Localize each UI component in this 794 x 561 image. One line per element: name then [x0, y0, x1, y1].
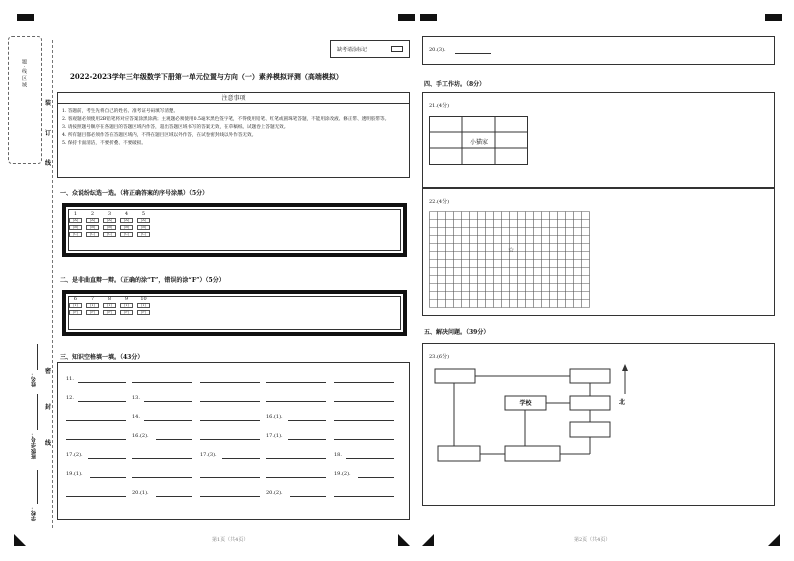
corner-triangle-bc2 — [422, 534, 434, 546]
footer-page-left: 第1页（共4页） — [212, 537, 249, 543]
answer-bubble[interactable]: [T] — [137, 303, 150, 308]
fill-blank[interactable] — [66, 439, 126, 440]
answer-bubble[interactable]: [F] — [103, 310, 116, 315]
notice-item: 3. 请按照题号顺序在各题目的答题区域内作答，超出答题区域书写的答案无效，在草稿纸、试题卷上答题无效。 — [62, 125, 289, 130]
answer-bubble[interactable]: [A] — [103, 218, 116, 223]
section2-title: 二、是非曲直辩一辩。（正确的涂“T”，错误的涂“F”）（5分） — [60, 277, 225, 284]
fill-blank[interactable] — [334, 382, 394, 383]
fill-blank[interactable] — [266, 458, 326, 459]
fill-blank[interactable] — [334, 496, 394, 497]
q21-label: 21.(4分) — [429, 103, 450, 109]
corner-triangle-br — [768, 534, 780, 546]
fill-label: 20.(2). — [266, 490, 283, 496]
fill-blank[interactable] — [358, 477, 394, 478]
bubble-column — [137, 211, 150, 239]
q23-label: 23.(6分) — [429, 354, 450, 360]
fill-blank[interactable] — [222, 458, 260, 459]
q22-grid[interactable] — [429, 211, 591, 311]
fill-blank[interactable] — [132, 382, 192, 383]
binding-char-5: 封 — [45, 404, 52, 411]
answer-bubble[interactable]: [F] — [86, 310, 99, 315]
answer-bubble[interactable]: [B] — [69, 225, 82, 230]
fill-label: 14. — [132, 414, 140, 420]
q23-map — [430, 362, 630, 466]
section3-title: 三、知识空格填一填。（43分） — [60, 354, 144, 361]
fill-blank[interactable] — [334, 439, 394, 440]
fill-blank[interactable] — [266, 477, 326, 478]
fill-label: 16.(2). — [132, 433, 149, 439]
fill-blank[interactable] — [78, 382, 126, 383]
bubble-column — [103, 211, 116, 239]
answer-bubble[interactable]: [F] — [120, 310, 133, 315]
answer-bubble[interactable]: [C] — [137, 232, 150, 237]
q20-3-label: 20.(3). — [429, 47, 446, 53]
fill-label: 20.(1). — [132, 490, 149, 496]
answer-bubble[interactable]: [T] — [120, 303, 133, 308]
q22-star-icon: ☆ — [508, 246, 515, 254]
bubble-column — [86, 211, 99, 239]
corner-triangle-bl — [14, 534, 26, 546]
binding-box — [8, 36, 42, 164]
bubble-column — [103, 296, 116, 317]
bubble-column — [120, 296, 133, 317]
answer-bubble[interactable]: [C] — [69, 232, 82, 237]
fill-label: 17.(2). — [66, 452, 83, 458]
class-field-line[interactable] — [37, 394, 38, 430]
notice-heading: 注意事项 — [58, 93, 409, 104]
binding-char-1: 装 — [45, 100, 52, 107]
corner-triangle-bc1 — [398, 534, 410, 546]
fill-blank[interactable] — [200, 496, 260, 497]
fill-blank[interactable] — [290, 496, 326, 497]
corner-mark-tc1 — [398, 14, 415, 21]
absent-mark-box — [330, 40, 410, 58]
page-title: 2022-2023学年三年级数学下册第一单元位置与方向（一）素养模拟评测（高端模拟） — [70, 72, 343, 81]
corner-mark-tc2 — [420, 14, 437, 21]
fill-blank[interactable] — [78, 401, 126, 402]
question-number: 6 — [73, 296, 78, 302]
fill-blank[interactable] — [132, 458, 192, 459]
notice-list — [62, 108, 405, 148]
fill-label: 13. — [132, 395, 140, 401]
q23-north-label: 北 — [619, 399, 626, 406]
corner-mark-tl — [17, 14, 34, 21]
answer-bubble[interactable]: [T] — [103, 303, 116, 308]
question-number: 1 — [73, 211, 78, 217]
fill-label: 12. — [66, 395, 74, 401]
notice-item: 4. 所有题目都必须作答在答题区域内，不得在题目区域以外作答，在试卷密封线以外作答无效。 — [62, 133, 257, 138]
question-number: 4 — [124, 211, 129, 217]
class-field-label: 班级/学号： — [31, 432, 37, 459]
answer-bubble[interactable]: [A] — [137, 218, 150, 223]
fill-blank[interactable] — [156, 439, 192, 440]
answer-bubble[interactable]: [F] — [69, 310, 82, 315]
q22-label: 22.(4分) — [429, 199, 450, 205]
question-number: 8 — [107, 296, 112, 302]
fill-label: 16.(1). — [266, 414, 283, 420]
answer-bubble[interactable]: [B] — [137, 225, 150, 230]
binding-box-text: 题 · 线 区 域 — [21, 59, 27, 87]
fill-blank[interactable] — [200, 420, 260, 421]
fill-blank[interactable] — [144, 401, 192, 402]
school-field-label: 学校： — [31, 506, 37, 521]
fill-blank[interactable] — [200, 382, 260, 383]
corner-mark-tr — [765, 14, 782, 21]
question-number: 7 — [90, 296, 95, 302]
binding-char-2: 订 — [45, 130, 52, 137]
question-number: 5 — [141, 211, 146, 217]
fill-blank[interactable] — [455, 53, 491, 54]
bubble-column — [69, 211, 82, 239]
fill-blank[interactable] — [266, 401, 326, 402]
section4-title: 四、手工作坊。（8分） — [424, 81, 486, 88]
binding-char-3: 线 — [45, 160, 52, 167]
fill-label: 17.(1). — [266, 433, 283, 439]
fill-label: 19.(1). — [66, 471, 83, 477]
question-number: 3 — [107, 211, 112, 217]
question-number: 10 — [140, 296, 147, 302]
answer-bubble[interactable]: [A] — [69, 218, 82, 223]
fill-blank[interactable] — [200, 401, 260, 402]
fill-blank[interactable] — [66, 420, 126, 421]
fill-blank[interactable] — [200, 439, 260, 440]
q23-school-label: 学校 — [519, 400, 532, 407]
fill-blank[interactable] — [288, 420, 326, 421]
fill-blank[interactable] — [346, 458, 394, 459]
notice-item: 2. 客观题必须使用2B铅笔将对应答案涂黑涂满；主观题必须使用0.5毫米黑色签字笔，不得使用铅笔、红笔或圆珠笔答题，不能用涂改液、修正带、透明胶带等。 — [62, 117, 390, 122]
fill-blank[interactable] — [88, 458, 126, 459]
answer-bubble[interactable]: [C] — [86, 232, 99, 237]
fill-label: 19.(2). — [334, 471, 351, 477]
fill-blank[interactable] — [334, 401, 394, 402]
answer-bubble[interactable]: [C] — [103, 232, 116, 237]
name-field-line[interactable] — [37, 344, 38, 370]
absent-mark-label: 缺考请涂标记 — [337, 47, 368, 53]
bubble-column — [86, 296, 99, 317]
notice-item: 1. 答题前，考生先将自己的姓名、准考证号码填写清楚。 — [62, 109, 179, 114]
answer-bubble[interactable]: [C] — [120, 232, 133, 237]
binding-char-4: 密 — [45, 368, 52, 375]
question-number: 9 — [124, 296, 129, 302]
answer-bubble[interactable]: [F] — [137, 310, 150, 315]
notice-item: 5. 保持卡面清洁，不要折叠、不要破损。 — [62, 141, 146, 146]
fill-blank[interactable] — [156, 496, 192, 497]
notice-box — [57, 92, 410, 178]
q20-3-box — [422, 36, 775, 65]
answer-bubble[interactable]: [A] — [120, 218, 133, 223]
answer-bubble[interactable]: [B] — [103, 225, 116, 230]
school-field-line[interactable] — [37, 470, 38, 504]
fill-blank[interactable] — [132, 477, 192, 478]
fill-blank[interactable] — [266, 382, 326, 383]
answer-bubble[interactable]: [B] — [86, 225, 99, 230]
answer-bubble[interactable]: [T] — [86, 303, 99, 308]
section5-title: 五、解决问题。（39分） — [424, 329, 490, 336]
fill-blank[interactable] — [66, 496, 126, 497]
footer-page-right: 第2页（共4页） — [574, 537, 611, 543]
fill-blank[interactable] — [90, 477, 126, 478]
binding-char-6: 线 — [45, 440, 52, 447]
bubble-column — [137, 296, 150, 317]
fill-label: 17.(3). — [200, 452, 217, 458]
answer-bubble[interactable]: [T] — [69, 303, 82, 308]
fill-label: 18. — [334, 452, 342, 458]
bubble-column — [120, 211, 133, 239]
absent-mark-bubble[interactable] — [391, 46, 403, 52]
bubble-column — [69, 296, 82, 317]
q21-center-label: 小猫家 — [469, 139, 488, 146]
fill-blank[interactable] — [288, 439, 326, 440]
answer-bubble[interactable]: [B] — [120, 225, 133, 230]
answer-bubble[interactable]: [A] — [86, 218, 99, 223]
fill-blank[interactable] — [144, 420, 192, 421]
question-number: 2 — [90, 211, 95, 217]
fill-blank[interactable] — [334, 420, 394, 421]
binding-dashed-line — [52, 40, 53, 528]
fill-label: 11. — [66, 376, 74, 382]
name-field-label: 姓名： — [31, 372, 37, 387]
section1-title: 一、众说纷纭选一选。（将正确答案的序号涂黑）（5分） — [60, 190, 209, 197]
fill-blank[interactable] — [200, 477, 260, 478]
